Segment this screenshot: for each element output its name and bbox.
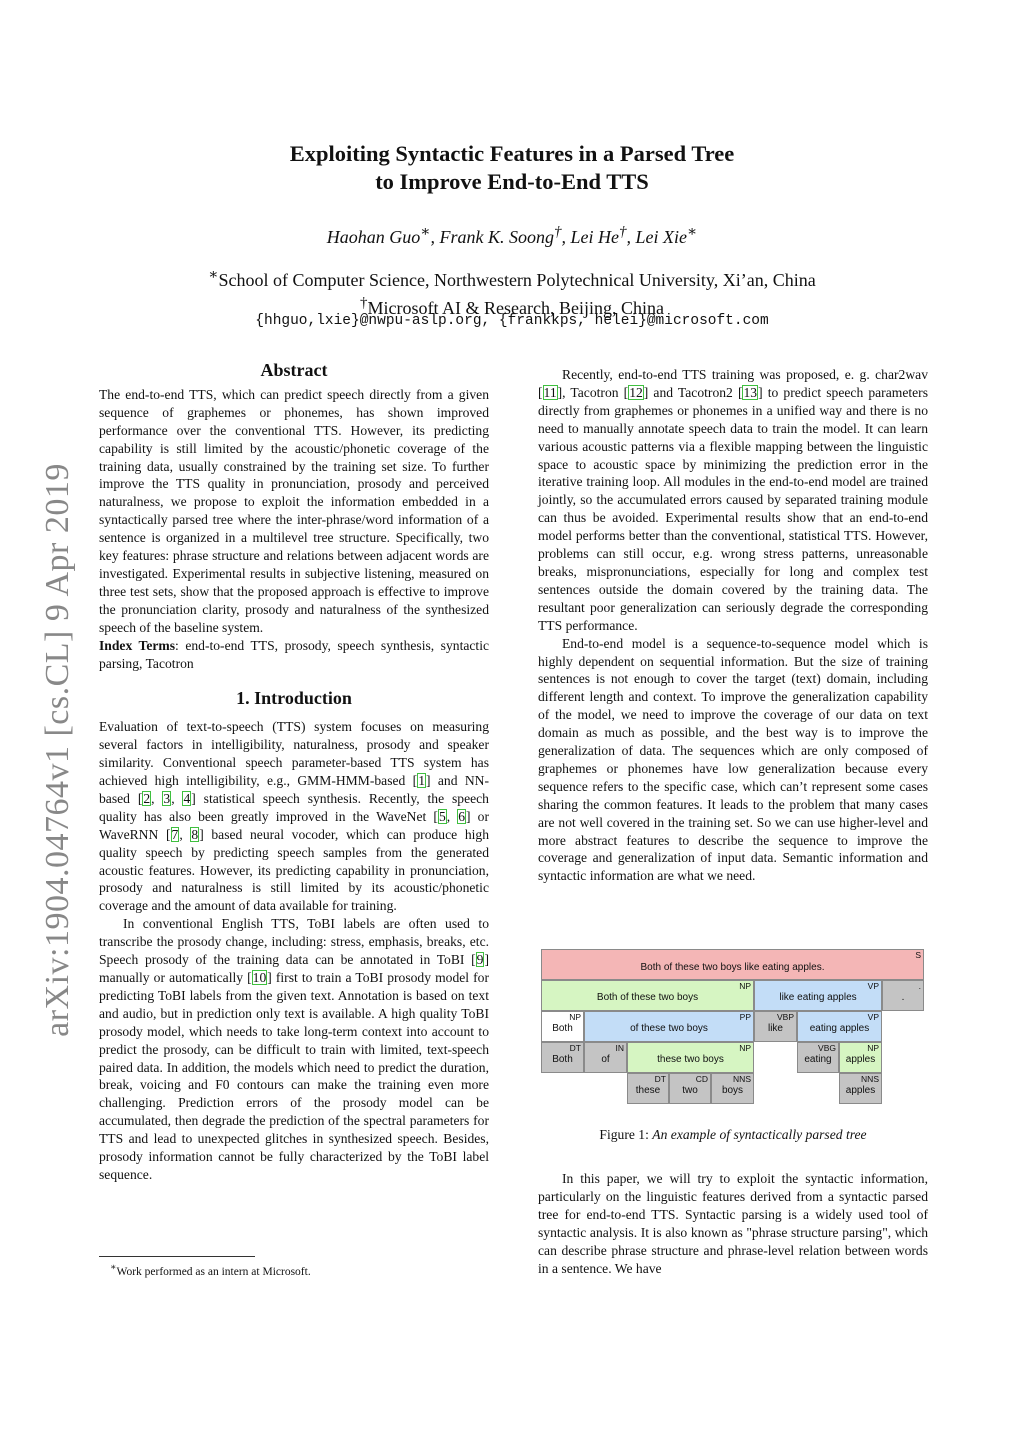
author-mark: ∗	[420, 224, 431, 240]
tree-node-dt-these: DT these	[627, 1073, 669, 1104]
author-separator: ,	[430, 227, 440, 247]
title-line-2: to Improve End-to-End TTS	[375, 169, 649, 194]
intro-paragraph-2: In conventional English TTS, ToBI labels are often used to transcribe the prosody change, including: stress, emphasis, breaks, etc. Speech prosody of the training data can be annotated in ToBI [9] manually or automatically [10] first to train a ToBI prosody model for predicting ToBI labels from the given text. Annotation is based on text and audio, but in prediction only text is available. A high quality ToBI prosody model, which needs to take long-term context into account to predict the prosody, can be difficult to train with limited, text-speech paired data. In addition, the models which need to predict the duration, break, voicing and F0 contours can make the training even more challenging. Prediction errors of the prosody model can be accumulated, then degrade the prediction of the spectral parameters for TTS and lead to unexpected glitches in synthesized speech. Besides, prosody information cannot be fully characterized by the ToBI label sequence.	[99, 916, 489, 1182]
citation-link[interactable]: 3	[163, 790, 171, 806]
footnote	[110, 1262, 311, 1278]
right-column-top	[538, 366, 928, 885]
author-separator: ,	[561, 227, 571, 247]
citation-link[interactable]: 8	[191, 826, 199, 842]
affiliation-1: ∗School of Computer Science, Northwestern Polytechnical University, Xi’an, China	[208, 267, 816, 290]
title-line-1: Exploiting Syntactic Features in a Parsed Tree	[289, 141, 735, 166]
tree-node-np-both: NP Both	[541, 1011, 584, 1042]
citation-link[interactable]: 13	[743, 384, 758, 400]
tree-node-np-boys: NP these two boys	[627, 1042, 754, 1073]
arxiv-sidebar	[38, 460, 78, 1040]
right-paragraph-1: Recently, end-to-end TTS training was proposed, e. g. char2wav [11], Tacotron [12] and Tacotron2 [13] to predict speech parameters directly from graphemes or phonemes in a unified way and there is no need to manually annotate speech data to train the model. It can learn various acoustic patterns via a flexible mapping between the linguistic space to acoustic space by minimizing the prediction error in the iterative training loop. All modules in the end-to-end model are trained jointly, so the accumulated errors caused by separated training module can thus be avoided. Experimental results show that an end-to-end model performs better than the conventional, statistical TTS. However, problems can still occur, e.g. wrong stress patterns, unreasonable breaks, mispronunciations, especially for long and complex test sentences outside the domain covered by the training data. The resultant poor generalization can seriously degrade the corresponding TTS performance.	[538, 367, 928, 633]
tree-node-cd: CD two	[669, 1073, 711, 1104]
parse-tree-figure	[541, 949, 924, 1105]
tree-node-period: . .	[882, 980, 924, 1011]
right-paragraph-3: In this paper, we will try to exploit the syntactic information, particularly on the linguistic features derived from a syntactic parsed tree for end-to-end TTS. Syntactic parsing is a widely used tool of syntactic analysis. It is also known as "phrase structure parsing", which can describe phrase structure and phrase-level relation between words in a sentence. We have	[538, 1171, 928, 1276]
tree-node-vbp: VBP like	[754, 1011, 797, 1042]
tree-node-nns-apples: NNS apples	[839, 1073, 882, 1104]
citation-link[interactable]: 12	[629, 384, 643, 400]
citation-link[interactable]: 10	[252, 970, 267, 985]
footnote-mark: ∗	[110, 1262, 117, 1273]
index-terms	[99, 637, 489, 673]
paper-title	[150, 140, 874, 196]
author-mark: †	[619, 224, 627, 240]
tree-node-vp-eating: VP eating apples	[797, 1011, 882, 1042]
tree-node-vbg: VBG eating	[797, 1042, 839, 1073]
index-terms-label: Index Terms	[99, 637, 176, 653]
footnote-rule	[99, 1256, 255, 1257]
citation-link[interactable]: 2	[143, 790, 151, 806]
tree-node-vp-predicate: VP like eating apples	[754, 980, 882, 1011]
author-name: Frank K. Soong	[439, 227, 554, 247]
affiliation-2: †Microsoft AI & Research, Beijing, China	[360, 295, 664, 318]
intro-heading: 1. Introduction	[236, 688, 352, 709]
arxiv-id: arXiv:1904.04764v1 [cs.CL] 9 Apr 2019	[39, 463, 76, 1037]
footnote-text: Work performed as an intern at Microsoft.	[116, 1265, 311, 1278]
affiliations	[130, 264, 894, 320]
author-separator: ,	[626, 227, 636, 247]
tree-node-np-apples: NP apples	[839, 1042, 882, 1073]
abstract-text: The end-to-end TTS, which can predict speech directly from a given sequence of graphemes or phonemes, has shown improved performance over the conventional TTS. However, its predicting capability is still limited by the acoustic/phonetic coverage of the training data, usually constrained by the training set size. To further improve the TTS quality in pronunciation, prosody and perceived naturalness, we propose to exploit the information embedded in a syntactically parsed tree where the inter-phrase/word information of a sentence is organized in a multilevel tree structure. Specifically, two key features: phrase structure and relations between adjacent words are investigated. Experimental results in subjective listening, measured on three test sets, show that the proposed approach is effective to improve the pronunciation clarity, prosody and naturalness of the synthesized speech of the baseline system.	[99, 386, 489, 635]
author-mark: ∗	[687, 224, 698, 240]
author-list	[150, 222, 874, 248]
affiliation-mark: ∗	[208, 267, 219, 283]
tree-node-dt-both: DT Both	[541, 1042, 584, 1073]
right-column-bottom	[538, 1170, 928, 1277]
left-column	[99, 362, 489, 1184]
index-terms-text: : end-to-end TTS, prosody, speech synthesis, syntactic parsing, Tacotron	[99, 637, 489, 671]
author-emails: {hhguo,lxie}@nwpu-aslp.org, {frankkps, helei}@microsoft.com	[255, 313, 769, 329]
citation-link[interactable]: 5	[438, 808, 446, 824]
tree-node-pp: PP of these two boys	[584, 1011, 754, 1042]
tree-node-s: S Both of these two boys like eating apples.	[541, 949, 924, 980]
citation-link[interactable]: 4	[183, 790, 191, 806]
tree-node-in: IN of	[584, 1042, 627, 1073]
citation-link[interactable]: 9	[476, 952, 484, 968]
affiliation-mark: †	[360, 295, 368, 311]
intro-paragraph-1: Evaluation of text-to-speech (TTS) system focuses on measuring several factors in intelligibility, naturalness, prosody and speaker similarity. Conventional speech parameter-based TTS system has achieved high intelligibility, e.g., GMM-HMM-based [1] and NN-based [2, 3, 4] statistical speech synthesis. Recently, the speech quality has also been greatly improved in the WaveNet [5, 6] or WaveRNN [7, 8] based neural vocoder, which can produce high quality speech by predicting speech samples from the generated acoustic features. However, its predicting capability in pronunciation, prosody and naturalness is still limited by its acoustic/phonetic coverage and the amount of data available for training.	[99, 719, 490, 914]
author-mark: †	[554, 224, 562, 240]
author-name: Lei He	[570, 227, 619, 247]
tree-node-np-subject: NP Both of these two boys	[541, 980, 754, 1011]
figure-caption: Figure 1: An example of syntactically parsed tree	[599, 1127, 867, 1142]
citation-link[interactable]: 7	[171, 826, 179, 842]
abstract-heading: Abstract	[260, 360, 328, 380]
citation-link[interactable]: 11	[543, 384, 557, 400]
citation-link[interactable]: 6	[458, 808, 466, 824]
author-name: Lei Xie	[635, 227, 687, 247]
tree-node-nns-boys: NNS boys	[711, 1073, 754, 1104]
citation-link[interactable]: 1	[418, 773, 425, 789]
right-paragraph-2: End-to-end model is a sequence-to-sequence model which is highly dependent on sequential information. But the size of training sentences is not enough to cover the target (text) domain, including different length and context. To improve the generalization capability of the model, we need to improve the coverage of our data on text domain as much as possible, and the best way is to improve the generalization of data. The sequences which are only composed of graphemes or phonemes have low generalization because every sequence refers to the specific case, which can’t represent some cases sharing the common features. It leads to the problem that many cases are not well covered in the training set. So we can use higher-level and more abstract features to describe the sequence to improve the coverage and generalization of input data. Semantic information and syntactic information are what we need.	[538, 635, 928, 884]
author-name: Haohan Guo	[326, 227, 421, 247]
